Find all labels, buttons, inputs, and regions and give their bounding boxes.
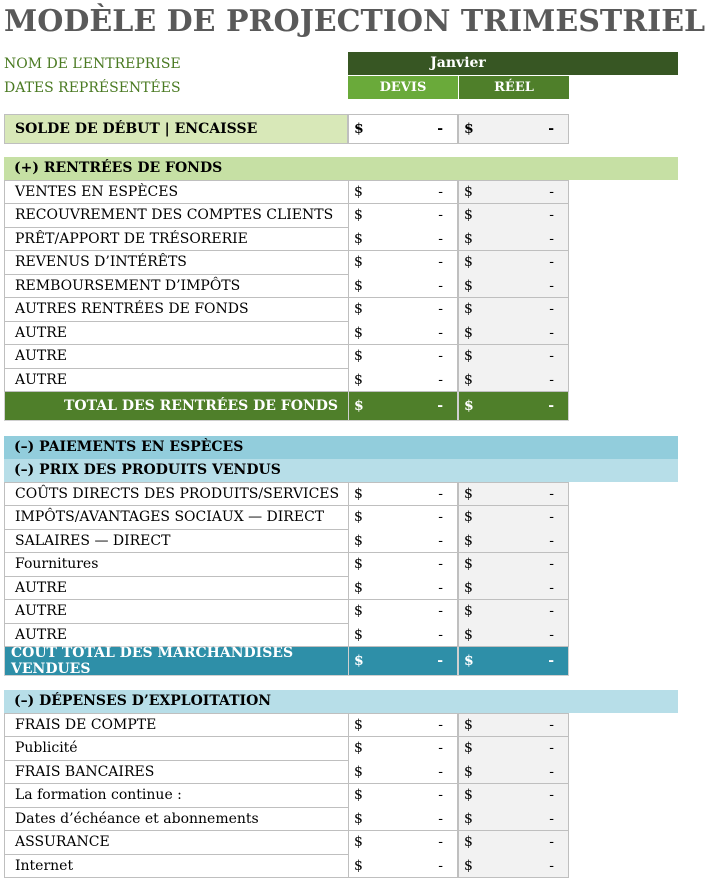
table-row [4,760,569,784]
row-label: FRAIS BANCAIRES [4,760,348,784]
quote-cell[interactable]: $ - [348,227,458,251]
row-label: AUTRE [4,623,348,647]
cash-in-total-row [4,392,569,421]
actual-cell[interactable]: $ - [458,345,569,369]
actual-cell[interactable]: $ - [458,368,569,392]
row-label: REMBOURSEMENT D’IMPÔTS [4,274,348,298]
quote-column-header: DEVIS [348,76,458,99]
quote-cell[interactable]: $ - [348,623,458,647]
quote-cell[interactable]: $ - [348,576,458,600]
actual-cell[interactable]: $ - [458,529,569,553]
quote-cell[interactable]: $ - [348,345,458,369]
actual-cell[interactable]: $ - [458,784,569,808]
table-row [4,180,569,204]
cash-in-heading: (+) RENTRÉES DE FONDS [4,157,678,180]
table-row [4,204,569,228]
row-label: Internet [4,854,348,878]
row-label: SALAIRES — DIRECT [4,529,348,553]
table-row [4,321,569,345]
quote-cell[interactable]: $ - [348,784,458,808]
cash-in-total-quote-cell[interactable]: $ - [348,392,458,421]
opex-heading: (–) DÉPENSES D’EXPLOITATION [4,690,678,713]
actual-cell[interactable]: $ - [458,274,569,298]
cogs-heading: (–) PRIX DES PRODUITS VENDUS [4,459,678,482]
quote-cell[interactable]: $ - [348,737,458,761]
quote-cell[interactable]: $ - [348,368,458,392]
quote-cell[interactable]: $ - [348,180,458,204]
row-label: Publicité [4,737,348,761]
row-label: REVENUS D’INTÉRÊTS [4,251,348,275]
actual-cell[interactable]: $ - [458,553,569,577]
quote-cell[interactable]: $ - [348,482,458,506]
actual-cell[interactable]: $ - [458,831,569,855]
quote-cell[interactable]: $ - [348,854,458,878]
actual-cell[interactable]: $ - [458,298,569,322]
actual-cell[interactable]: $ - [458,180,569,204]
cash-out-heading: (–) PAIEMENTS EN ESPÈCES [4,436,678,459]
table-row [4,298,569,322]
quote-cell[interactable]: $ - [348,274,458,298]
row-label: VENTES EN ESPÈCES [4,180,348,204]
row-label: AUTRE [4,345,348,369]
opening-balance-row [4,114,569,144]
quote-cell[interactable]: $ - [348,506,458,530]
table-row [4,274,569,298]
row-label: Fournitures [4,553,348,577]
quote-cell[interactable]: $ - [348,529,458,553]
actual-cell[interactable]: $ - [458,600,569,624]
row-label: RECOUVREMENT DES COMPTES CLIENTS [4,204,348,228]
actual-cell[interactable]: $ - [458,713,569,737]
actual-cell[interactable]: $ - [458,576,569,600]
actual-cell[interactable]: $ - [458,807,569,831]
cogs-total-row [4,647,569,676]
quote-cell[interactable]: $ - [348,321,458,345]
cogs-total-quote-cell[interactable]: $ - [348,647,458,676]
table-row [4,227,569,251]
row-label: COÛTS DIRECTS DES PRODUITS/SERVICES [4,482,348,506]
row-label: AUTRE [4,576,348,600]
table-row [4,506,569,530]
actual-cell[interactable]: $ - [458,760,569,784]
table-row [4,482,569,506]
table-row [4,623,569,647]
table-row [4,529,569,553]
cash-in-total-actual-cell[interactable]: $ - [458,392,569,421]
cash-in-total-label: TOTAL DES RENTRÉES DE FONDS [4,392,348,421]
month-header[interactable] [348,52,678,75]
page-title: MODÈLE DE PROJECTION TRIMESTRIEL [4,4,705,39]
row-label: PRÊT/APPORT DE TRÉSORERIE [4,227,348,251]
row-label: AUTRE [4,368,348,392]
quote-cell[interactable]: $ - [348,760,458,784]
dates-label: DATES REPRÉSENTÉES [4,80,181,96]
actual-column-header: RÉEL [459,76,569,99]
actual-cell[interactable]: $ - [458,227,569,251]
table-row [4,831,569,855]
table-row [4,737,569,761]
table-row [4,576,569,600]
quote-cell[interactable]: $ - [348,251,458,275]
quote-cell[interactable]: $ - [348,553,458,577]
actual-cell[interactable]: $ - [458,737,569,761]
row-label: AUTRE [4,600,348,624]
actual-cell[interactable]: $ - [458,506,569,530]
table-row [4,345,569,369]
table-row [4,368,569,392]
actual-cell[interactable]: $ - [458,251,569,275]
actual-cell[interactable]: $ - [458,482,569,506]
actual-cell[interactable]: $ - [458,321,569,345]
table-row [4,854,569,878]
row-label: FRAIS DE COMPTE [4,713,348,737]
quote-cell[interactable]: $ - [348,831,458,855]
actual-cell[interactable]: $ - [458,854,569,878]
row-label: AUTRE [4,321,348,345]
row-label: La formation continue : [4,784,348,808]
row-label: AUTRES RENTRÉES DE FONDS [4,298,348,322]
opening-balance-label: SOLDE DE DÉBUT | ENCAISSE [4,114,348,144]
table-row [4,713,569,737]
quote-cell[interactable]: $ - [348,204,458,228]
opening-balance-actual-cell[interactable]: $ - [458,114,569,144]
table-row [4,553,569,577]
row-label: IMPÔTS/AVANTAGES SOCIAUX — DIRECT [4,506,348,530]
cogs-total-actual-cell[interactable]: $ - [458,647,569,676]
row-label: ASSURANCE [4,831,348,855]
table-row [4,807,569,831]
cogs-total-label: COÛT TOTAL DES MARCHANDISES VENDUES [4,647,348,676]
quote-cell[interactable]: $ - [348,807,458,831]
table-row [4,600,569,624]
quote-cell[interactable]: $ - [348,600,458,624]
opening-balance-quote-cell[interactable]: $ - [348,114,458,144]
quote-cell[interactable]: $ - [348,713,458,737]
company-name-label: NOM DE L’ENTREPRISE [4,56,181,72]
row-label: Dates d’échéance et abonnements [4,807,348,831]
month-header-label: Janvier [430,55,486,71]
table-row [4,784,569,808]
actual-cell[interactable]: $ - [458,204,569,228]
quote-cell[interactable]: $ - [348,298,458,322]
actual-cell[interactable]: $ - [458,623,569,647]
table-row [4,251,569,275]
